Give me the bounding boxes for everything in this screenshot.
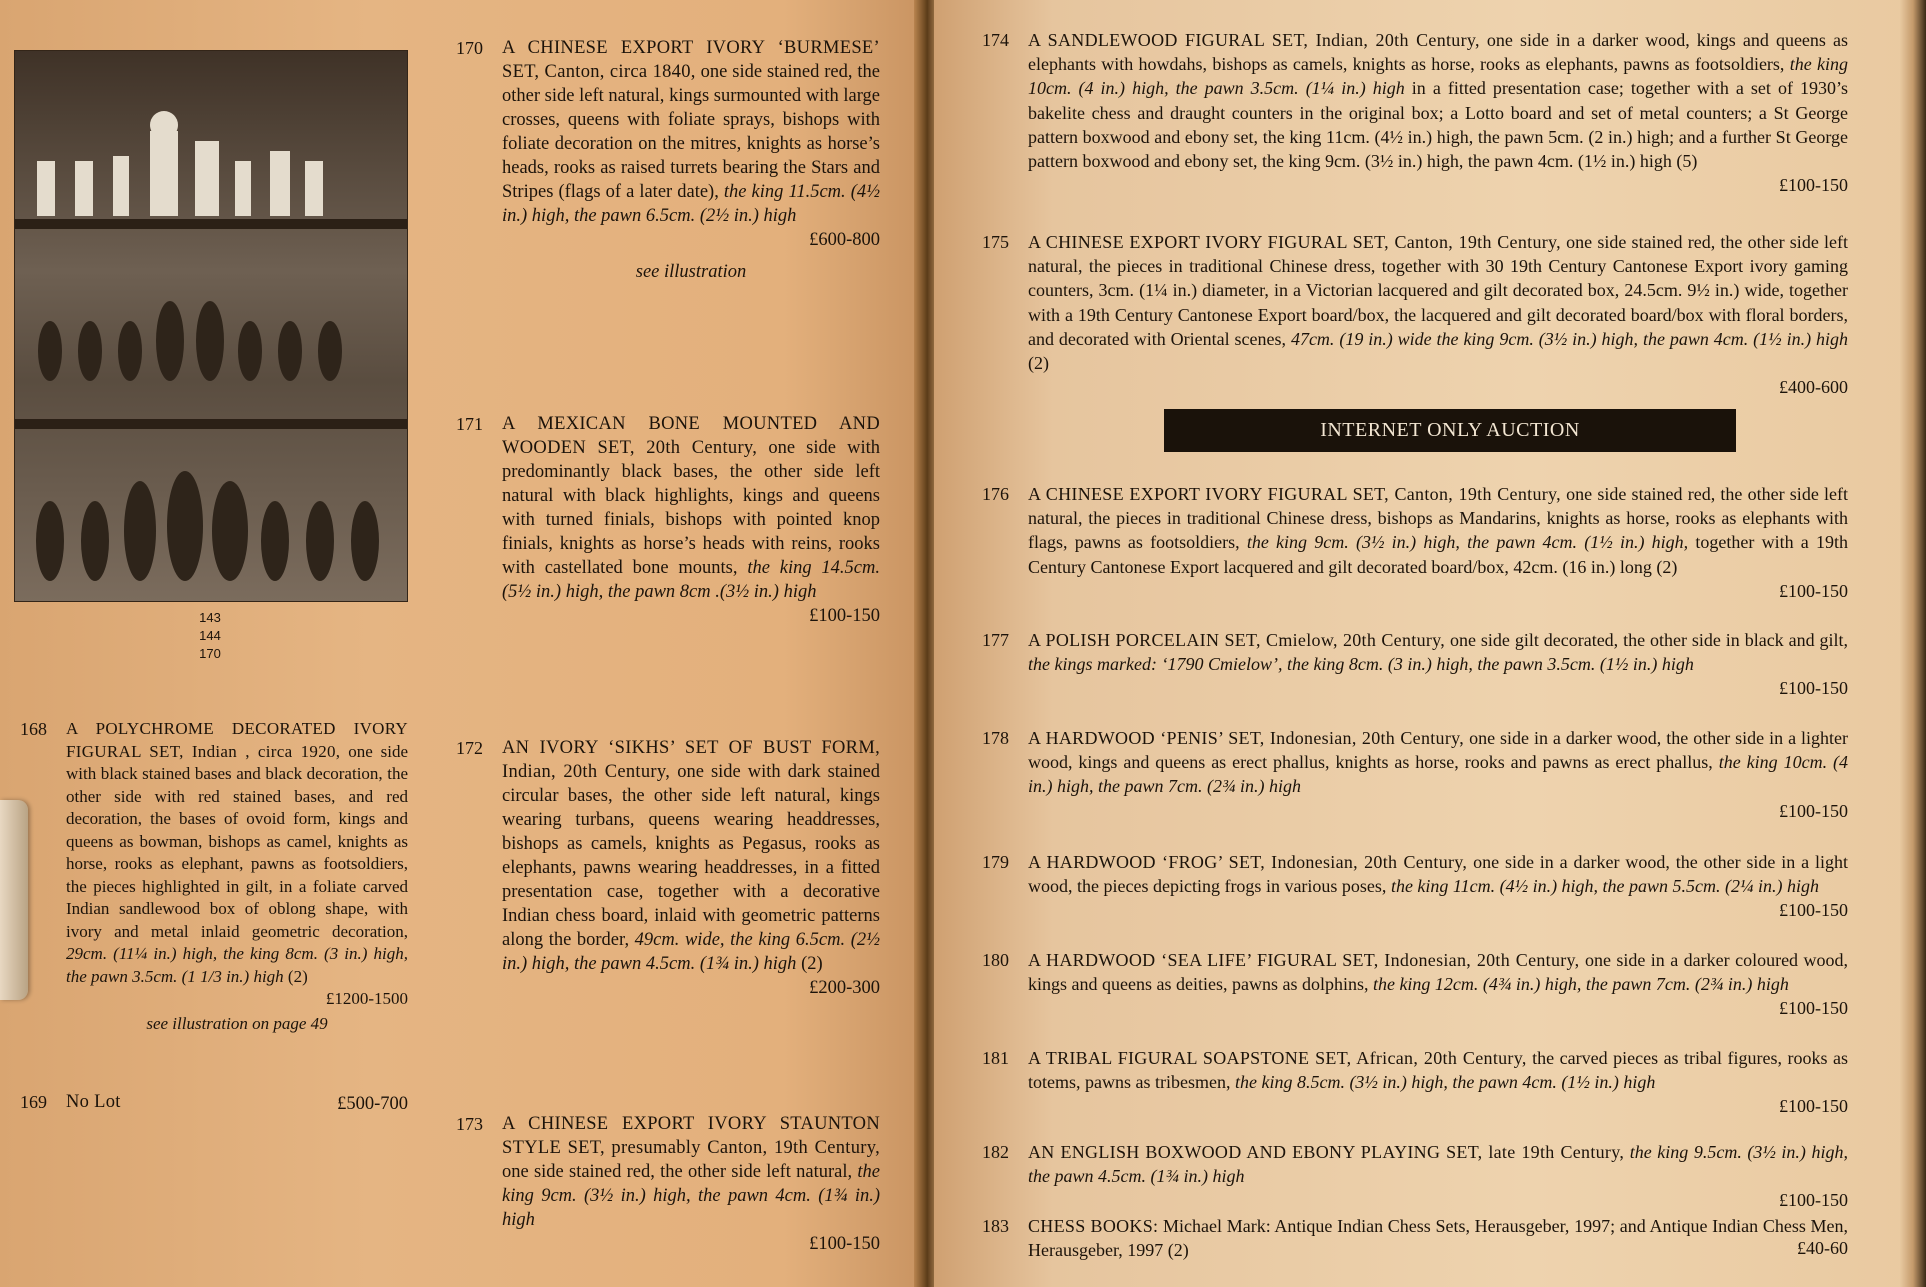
lot-number: 175 [982, 232, 1009, 252]
lot-description: one side stained red, the other side left natural, [502, 1162, 858, 1182]
lot-entry [982, 1214, 1849, 1261]
lot-title: AN ENGLISH BOXWOOD AND EBONY PLAYING SET, late 19th Century, [1028, 1142, 1625, 1162]
lot-quantity: (2) [1028, 353, 1049, 374]
lot-number: 182 [982, 1142, 1009, 1162]
right-page [934, 0, 1926, 1287]
lot-description: Michael Mark: Antique Indian Chess Sets, Herausgeber, 1997; and Antique Indian Chess Men, Herausgeber, 1997 (2) [1028, 1216, 1849, 1261]
lot-number: 177 [982, 630, 1009, 650]
lot-description: one side gilt decorated, the other side in black and gilt, [1450, 630, 1848, 650]
lot-title: A POLYCHROME DECORATED IVORY FIGURAL SET, Indian , circa 1920, [66, 719, 408, 761]
lot-dimensions: the king 9.5cm. (3½ in.) high, the pawn 4.5cm. (1¾ in.) high [1028, 1142, 1848, 1187]
lot-description: one side stained red, the other side left natural, the pieces in traditional Chinese dress, bishops as Mandarins, knights as horse, rooks as elephants with flags, pawns as footsoldiers, [1028, 484, 1848, 553]
lot-estimate: £500-700 [337, 1094, 408, 1114]
lot-title: No Lot [66, 1092, 121, 1112]
illustration-note: see illustration on page 49 [146, 1013, 328, 1033]
lot-entry [982, 1140, 1848, 1213]
lot-entry [982, 230, 1848, 399]
lot-number: 171 [456, 414, 483, 434]
lot-title: CHESS BOOKS: [1028, 1216, 1159, 1236]
lot-entry [982, 482, 1849, 603]
lot-estimate: £40-60 [1797, 1238, 1848, 1259]
lot-entry [456, 1112, 880, 1256]
lot-extra: in a fitted presentation case; together with a set of 1930’s bakelite chess and draught counters in the original box; a Lotto board and set of metal counters; a St George pattern boxwood and ebony set, the king 11cm. (4½ in.) high, the pawn 5cm. (2 in.) high; and a further St George pattern boxwood and ebony set, the king 9cm. (3½ in.) high, the pawn 4cm. (1½ in.) high (5) [1028, 78, 1848, 172]
internet-only-auction-banner: INTERNET ONLY AUCTION [1164, 409, 1736, 452]
lot-description: one side in a darker wood, kings and queens as elephants with howdahs, bishops as camels, knights as horse, rooks as elephants, pawns as footsoldiers, [1028, 30, 1848, 75]
lot-quantity: (2) [283, 966, 308, 986]
lot-title: A POLISH PORCELAIN SET, Cmielow, 20th Century, [1028, 630, 1446, 650]
lot-number: 176 [982, 484, 1009, 504]
lot-entry [20, 718, 408, 1035]
lot-estimate: £600-800 [809, 230, 880, 250]
lot-entry [456, 736, 880, 1000]
lot-estimate: £100-150 [1779, 998, 1848, 1019]
lot-dimensions: the king 9cm. (3½ in.) high, the pawn 4cm. (1½ in.) high, [1246, 532, 1689, 553]
lot-dimensions: the king 11.5cm. (4½ in.) high, the pawn 6.5cm. (2½ in.) high [502, 182, 880, 226]
lot-number: 181 [982, 1048, 1009, 1068]
lot-dimensions: 29cm. (11¼ in.) high, the king 8cm. (3 in.) high, the pawn 3.5cm. (1 1/3 in.) high [66, 944, 408, 986]
lot-number: 174 [982, 30, 1009, 50]
lot-description: one side in a darker coloured wood, kings and queens as deities, pawns as dolphins, [1028, 950, 1848, 995]
lot-dimensions: the king 11cm. (4½ in.) high, the pawn 5.5cm. (2¼ in.) high [1390, 876, 1820, 897]
lot-dimensions: the king 8.5cm. (3½ in.) high, the pawn 4cm. (1½ in.) high [1234, 1072, 1656, 1093]
lot-title: A CHINESE EXPORT IVORY FIGURAL SET, Canton, 19th Century, [1028, 484, 1561, 504]
lot-quantity: (2) [796, 954, 823, 974]
lot-dimensions: the king 14.5cm. (5½ in.) high, the pawn 8cm .(3½ in.) high [502, 558, 880, 602]
lot-estimate: £100-150 [1779, 678, 1848, 699]
lot-entry [456, 412, 881, 628]
lot-dimensions: the king 9cm. (3½ in.) high, the pawn 4cm. (1¾ in.) high [502, 1162, 880, 1230]
lot-number: 178 [982, 728, 1009, 748]
lot-title: A SANDLEWOOD FIGURAL SET, Indian, 20th Century, [1028, 30, 1480, 50]
lot-dimensions: the king 10cm. (4 in.) high, the pawn 3.5cm. (1¼ in.) high [1028, 54, 1848, 99]
lot-title: A TRIBAL FIGURAL SOAPSTONE SET, African, 20th Century, [1028, 1048, 1527, 1068]
lot-entry [20, 1090, 408, 1116]
lot-dimensions: the king 12cm. (4¾ in.) high, the pawn 7cm. (2¾ in.) high [1372, 974, 1789, 995]
lot-description: one side in a darker wood, the other side in a light wood, the pieces depicting frogs in various poses, [1028, 852, 1849, 897]
lot-number: 179 [982, 852, 1009, 872]
caption-number: 144 [199, 628, 221, 643]
lot-extra: together with a 19th Century Cantonese Export lacquered and gilt decorated board/box, 42cm. (16 in.) long (2) [1028, 532, 1849, 577]
lot-number: 173 [456, 1114, 483, 1134]
lot-number: 169 [20, 1092, 47, 1112]
page-clip [0, 800, 28, 1000]
lot-estimate: £100-150 [809, 606, 880, 626]
lot-entry [982, 628, 1848, 701]
lot-estimate: £100-150 [1779, 900, 1848, 921]
chess-pieces-graphic [15, 51, 407, 601]
lot-description: one side with dark stained circular bases, the other side left natural, kings wearing turbans, queens wearing headdresses, bishops as camels, knights as Pegasus, rooks as elephants, pawns wearing headdresses, in a fitted presentation case, together with a decorative Indian chess board, inlaid with geometric patterns along the border, [502, 762, 880, 950]
chess-photo [14, 50, 408, 602]
lot-number: 170 [456, 38, 483, 58]
caption-number: 170 [199, 646, 221, 661]
lot-title: A HARDWOOD ‘SEA LIFE’ FIGURAL SET, Indonesian, 20th Century, [1028, 950, 1580, 970]
lot-estimate: £100-150 [809, 1234, 880, 1254]
lot-estimate: £1200-1500 [325, 989, 408, 1008]
lot-title: A CHINESE EXPORT IVORY STAUNTON STYLE SET, presumably Canton, 19th Century, [502, 1114, 880, 1158]
lot-description: the carved pieces as tribal figures, rooks as totems, pawns as tribesmen, [1028, 1048, 1848, 1093]
lot-description: one side in a darker wood, the other side in a lighter wood, kings and queens as erect phallus, knights as horse, rooks and pawns as erect phallus, [1028, 728, 1849, 773]
lot-title: A CHINESE EXPORT IVORY FIGURAL SET, Canton, 19th Century, [1028, 232, 1561, 252]
lot-estimate: £400-600 [1779, 377, 1848, 398]
lot-entry [982, 1046, 1848, 1119]
left-page [0, 0, 922, 1287]
lot-title: A HARDWOOD ‘FROG’ SET, Indonesian, 20th Century, [1028, 852, 1468, 872]
lot-number: 183 [982, 1216, 1009, 1236]
caption-number: 143 [199, 610, 221, 625]
lot-number: 172 [456, 738, 483, 758]
lot-description: one side stained red, the other side left natural, the pieces in traditional Chinese dress, together with 30 19th Century Cantonese Export ivory gaming counters, 3cm. (1¼ in.) diameter, in a Victorian lacquered and gilt decorated box, 24.5cm. 9½ in.) wide, together with a 19th Century Cantonese Export board/box, the lacquered and gilt decorated board/box with floral borders, and decorated with Oriental scenes, [1028, 232, 1848, 349]
lot-estimate: £100-150 [1779, 800, 1848, 821]
lot-estimate: £200-300 [809, 978, 880, 998]
lot-dimensions: 49cm. wide, the king 6.5cm. (2½ in.) high, the pawn 4.5cm. (1¾ in.) high [502, 930, 880, 974]
lot-dimensions: the kings marked: ‘1790 Cmielow’, the king 8cm. (3 in.) high, the pawn 3.5cm. (1½ in.) high [1028, 654, 1694, 675]
lot-entry [982, 726, 1849, 823]
lot-number: 168 [20, 719, 47, 739]
lot-title: A HARDWOOD ‘PENIS’ SET, Indonesian, 20th Century, [1028, 728, 1465, 748]
lot-description: one side stained red, the other side left natural, kings surmounted with large crosses, queens with foliate sprays, bishops with foliate decoration on the mitres, knights as horse’s heads, rooks as raised turrets bearing the Stars and Stripes (flags of a later date), [502, 62, 881, 202]
lot-estimate: £100-150 [1779, 1190, 1848, 1211]
lot-entry [982, 850, 1849, 923]
lot-dimensions: the king 10cm. (4 in.) high, the pawn 7cm. (2¾ in.) high [1028, 752, 1849, 797]
lot-dimensions: 47cm. (19 in.) wide the king 9cm. (3½ in.) high, the pawn 4cm. (1½ in.) high [1290, 328, 1848, 349]
lot-title: A CHINESE EXPORT IVORY ‘BURMESE’ SET, Canton, circa 1840, [502, 38, 880, 82]
lot-title: AN IVORY ‘SIKHS’ SET OF BUST FORM, Indian, 20th Century, [502, 738, 880, 782]
photo-captions [195, 609, 225, 663]
lot-description: one side with black stained bases and black decoration, the other side with red stained bases, and red decoration, the bases of ovoid form, kings and queens as bowman, bishops as camel, knights as horse, rooks as elephant, pawns as footsoldiers, the pieces highlighted in gilt, in a foliate carved Indian sandlewood box of oblong shape, with ivory and metal inlaid geometric decoration, [66, 741, 408, 941]
lot-title: A MEXICAN BONE MOUNTED AND WOODEN SET, 20th Century, [502, 414, 880, 458]
lot-description: one side with predominantly black bases, the other side left natural with black highlights, kings and queens with turned finials, bishops with pointed knop finials, knights as horse’s heads with reins, rooks with castellated bone mounts, [502, 438, 881, 578]
lot-entry [982, 28, 1848, 197]
lot-entry [982, 948, 1848, 1021]
lot-estimate: £100-150 [1779, 1096, 1848, 1117]
lot-estimate: £100-150 [1779, 580, 1848, 601]
illustration-note: see illustration [635, 262, 747, 282]
lot-number: 180 [982, 950, 1009, 970]
lot-estimate: £100-150 [1779, 175, 1848, 196]
page-edge [1900, 0, 1926, 1287]
lot-entry [456, 36, 881, 284]
